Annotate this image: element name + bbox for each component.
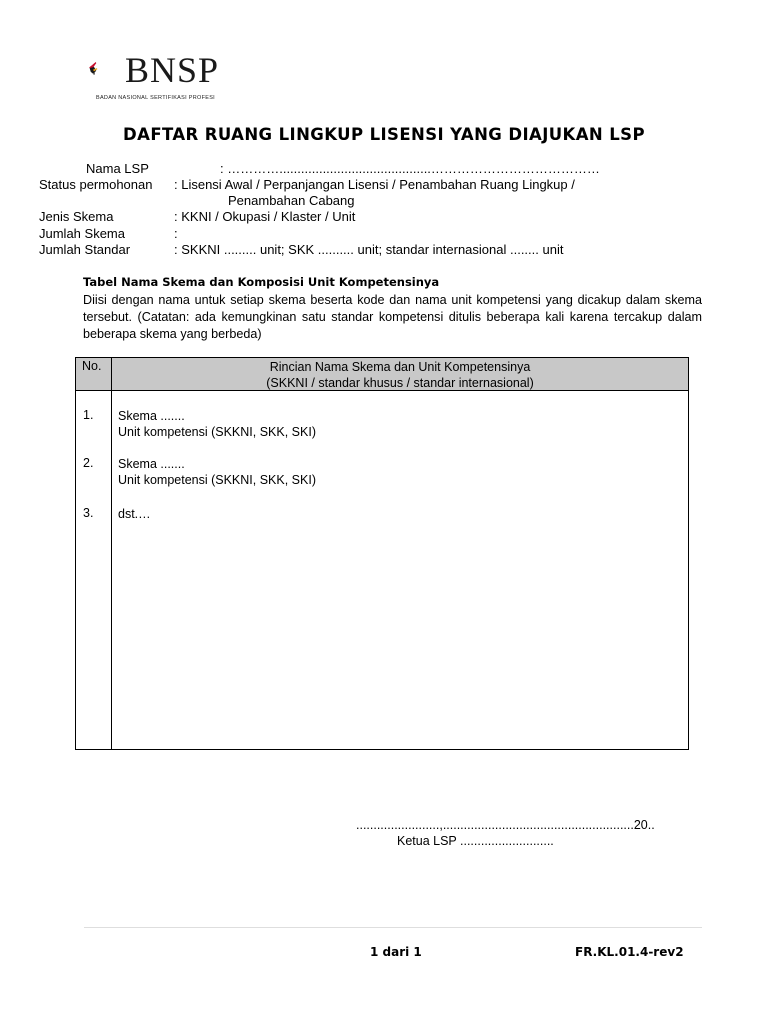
jumlah-standar-value: : SKKNI ......... unit; SKK .......... unit; standar internasional ........ unit [174,242,564,257]
nama-lsp-value: : …………..........................................………………………………… [220,161,600,176]
logo-subtitle: BADAN NASIONAL SERTIFIKASI PROFESI [96,95,216,101]
row-skema-text: dst.… [118,507,151,521]
status-value-line2: Penambahan Cabang [228,193,355,208]
row-unit-text: Unit kompetensi (SKKNI, SKK, SKI) [118,473,316,487]
page-number: 1 dari 1 [370,945,422,959]
signature-date-line: ........................,.......................................................20.. [356,818,655,832]
row-skema-text: Skema ....... [118,409,185,423]
table-row [118,408,316,440]
table-row-number: 3. [83,506,94,520]
status-label: Status permohonan [39,177,153,192]
table-row-number: 1. [83,408,94,422]
document-title: DAFTAR RUANG LINGKUP LISENSI YANG DIAJUKAN LSP [123,125,645,144]
jumlah-skema-value: : [174,226,178,241]
table-column-divider [111,358,112,749]
footer-divider [84,927,702,928]
table-row [118,456,316,488]
section-heading: Tabel Nama Skema dan Komposisi Unit Kompetensinya [83,275,440,289]
nama-lsp-label: Nama LSP [86,161,149,176]
table-header-no: No. [82,359,102,373]
jumlah-skema-label: Jumlah Skema [39,226,125,241]
table-row [118,506,151,522]
table-header-rincian [111,359,689,391]
jenis-skema-value: : KKNI / Okupasi / Klaster / Unit [174,209,356,224]
section-description: Diisi dengan nama untuk setiap skema beserta kode dan nama unit kompetensi yang dicakup dalam skema tersebut. (Catatan: ada kemungkinan satu standar kompetensi ditulis beberapa kali karena tercakup dalam beberapa skema yang berbeda) [83,293,702,341]
logo-wordmark: BNSP [125,50,220,90]
status-value-line1: : Lisensi Awal / Perpanjangan Lisensi / Penambahan Ruang Lingkup / [174,177,575,192]
bnsp-emblem-icon [88,45,128,95]
form-code: FR.KL.01.4-rev2 [575,945,684,959]
table-header-line2: (SKKNI / standar khusus / standar internasional) [266,376,534,390]
jenis-skema-label: Jenis Skema [39,209,114,224]
table-header-line1: Rincian Nama Skema dan Unit Kompetensinya [269,360,531,374]
table-row-number: 2. [83,456,94,470]
signature-role-line: Ketua LSP ........................... [397,834,554,848]
row-skema-text: Skema ....... [118,457,185,471]
jumlah-standar-label: Jumlah Standar [39,242,131,257]
row-unit-text: Unit kompetensi (SKKNI, SKK, SKI) [118,425,316,439]
